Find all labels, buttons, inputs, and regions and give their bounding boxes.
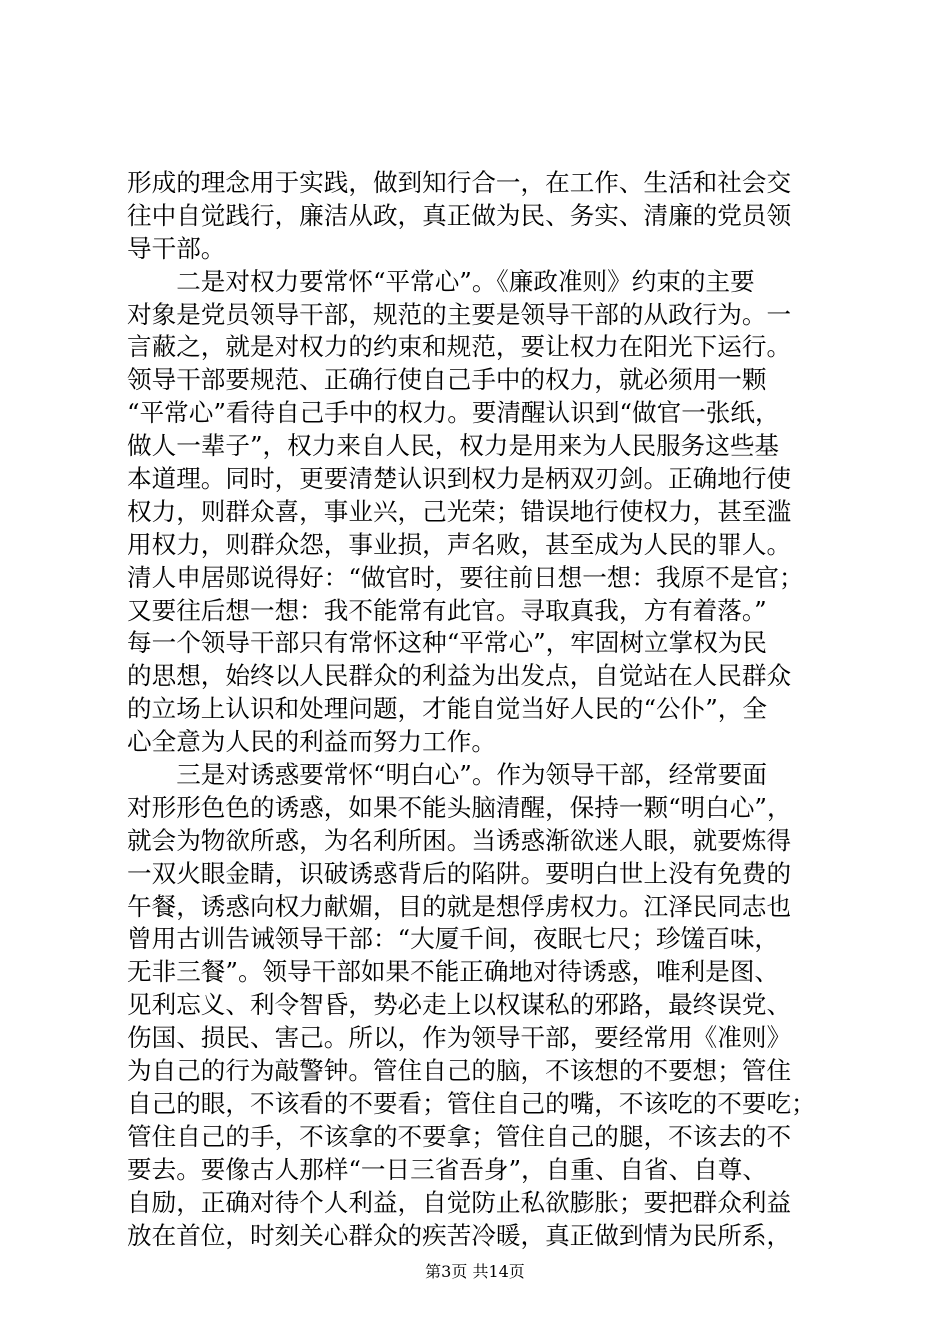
text-line: 二是对权力要常怀“平常心”。《廉政准则》约束的主要 (127, 266, 755, 296)
text-line: 导干部。 (127, 233, 226, 263)
text-line: 言蔽之，就是对权力的约束和规范，要让权力在阳光下运行。 (127, 332, 792, 362)
text-line: 无非三餐”。领导干部如果不能正确地对待诱惑，唯利是图、 (127, 957, 780, 987)
text-line: 往中自觉践行，廉洁从政，真正做为民、务实、清廉的党员领 (127, 200, 792, 230)
text-line: 对象是党员领导干部，规范的主要是领导干部的从政行为。一 (127, 299, 792, 329)
text-line: 领导干部要规范、正确行使自己手中的权力，就必须用一颗 (127, 365, 767, 395)
text-line: 伤国、损民、害己。所以，作为领导干部，要经常用《准则》 (127, 1023, 792, 1053)
document-body (127, 167, 847, 1252)
text-line: 的立场上认识和处理问题，才能自觉当好人民的“公仆”，全 (127, 694, 767, 724)
text-line: 自己的眼，不该看的不要看；管住自己的嘴，不该吃的不要吃； (127, 1088, 816, 1118)
text-line: 每一个领导干部只有常怀这种“平常心”，牢固树立掌权为民 (127, 628, 767, 658)
text-line: 自励，正确对待个人利益，自觉防止私欲膨胀；要把群众利益 (127, 1187, 792, 1217)
text-line: “平常心”看待自己手中的权力。要清醒认识到“做官一张纸， (127, 398, 780, 428)
text-line: 清人申居郧说得好：“做官时，要往前日想一想：我原不是官； (127, 562, 804, 592)
text-line: 曾用古训告诫领导干部：“大厦千间，夜眠七尺；珍馐百味， (127, 924, 780, 954)
text-line: 对形形色色的诱惑，如果不能头脑清醒，保持一颗“明白心”， (127, 792, 792, 822)
text-line: 三是对诱惑要常怀“明白心”。作为领导干部，经常要面 (127, 760, 767, 790)
text-line: 午餐，诱惑向权力献媚，目的就是想俘虏权力。江泽民同志也 (127, 891, 792, 921)
text-line: 做人一辈子”，权力来自人民，权力是用来为人民服务这些基 (127, 431, 780, 461)
page-number: 第3页 共14页 (425, 1262, 525, 1281)
text-line: 本道理。同时，更要清楚认识到权力是柄双刃剑。正确地行使 (127, 464, 792, 494)
text-line: 又要往后想一想：我不能常有此官。寻取真我，方有着落。” (127, 595, 767, 625)
text-line: 见利忘义、利令智昏，势必走上以权谋私的邪路，最终误党、 (127, 990, 792, 1020)
text-line: 为自己的行为敲警钟。管住自己的脑，不该想的不要想；管住 (127, 1056, 792, 1086)
text-line: 就会为物欲所惑，为名利所困。当诱惑渐欲迷人眼，就要炼得 (127, 825, 792, 855)
text-line: 心全意为人民的利益而努力工作。 (127, 727, 496, 757)
text-line: 管住自己的手，不该拿的不要拿；管住自己的腿，不该去的不 (127, 1121, 792, 1151)
text-line: 的思想，始终以人民群众的利益为出发点，自觉站在人民群众 (127, 661, 792, 691)
text-line: 用权力，则群众怨，事业损，声名败，甚至成为人民的罪人。 (127, 529, 792, 559)
text-line: 放在首位，时刻关心群众的疾苦冷暖，真正做到情为民所系， (127, 1220, 792, 1250)
text-line: 一双火眼金睛，识破诱惑背后的陷阱。要明白世上没有免费的 (127, 858, 792, 888)
text-line: 形成的理念用于实践，做到知行合一，在工作、生活和社会交 (127, 168, 792, 197)
text-line: 权力，则群众喜，事业兴，己光荣；错误地行使权力，甚至滥 (127, 496, 792, 526)
text-line: 要去。要像古人那样“一日三省吾身”，自重、自省、自尊、 (127, 1154, 767, 1184)
